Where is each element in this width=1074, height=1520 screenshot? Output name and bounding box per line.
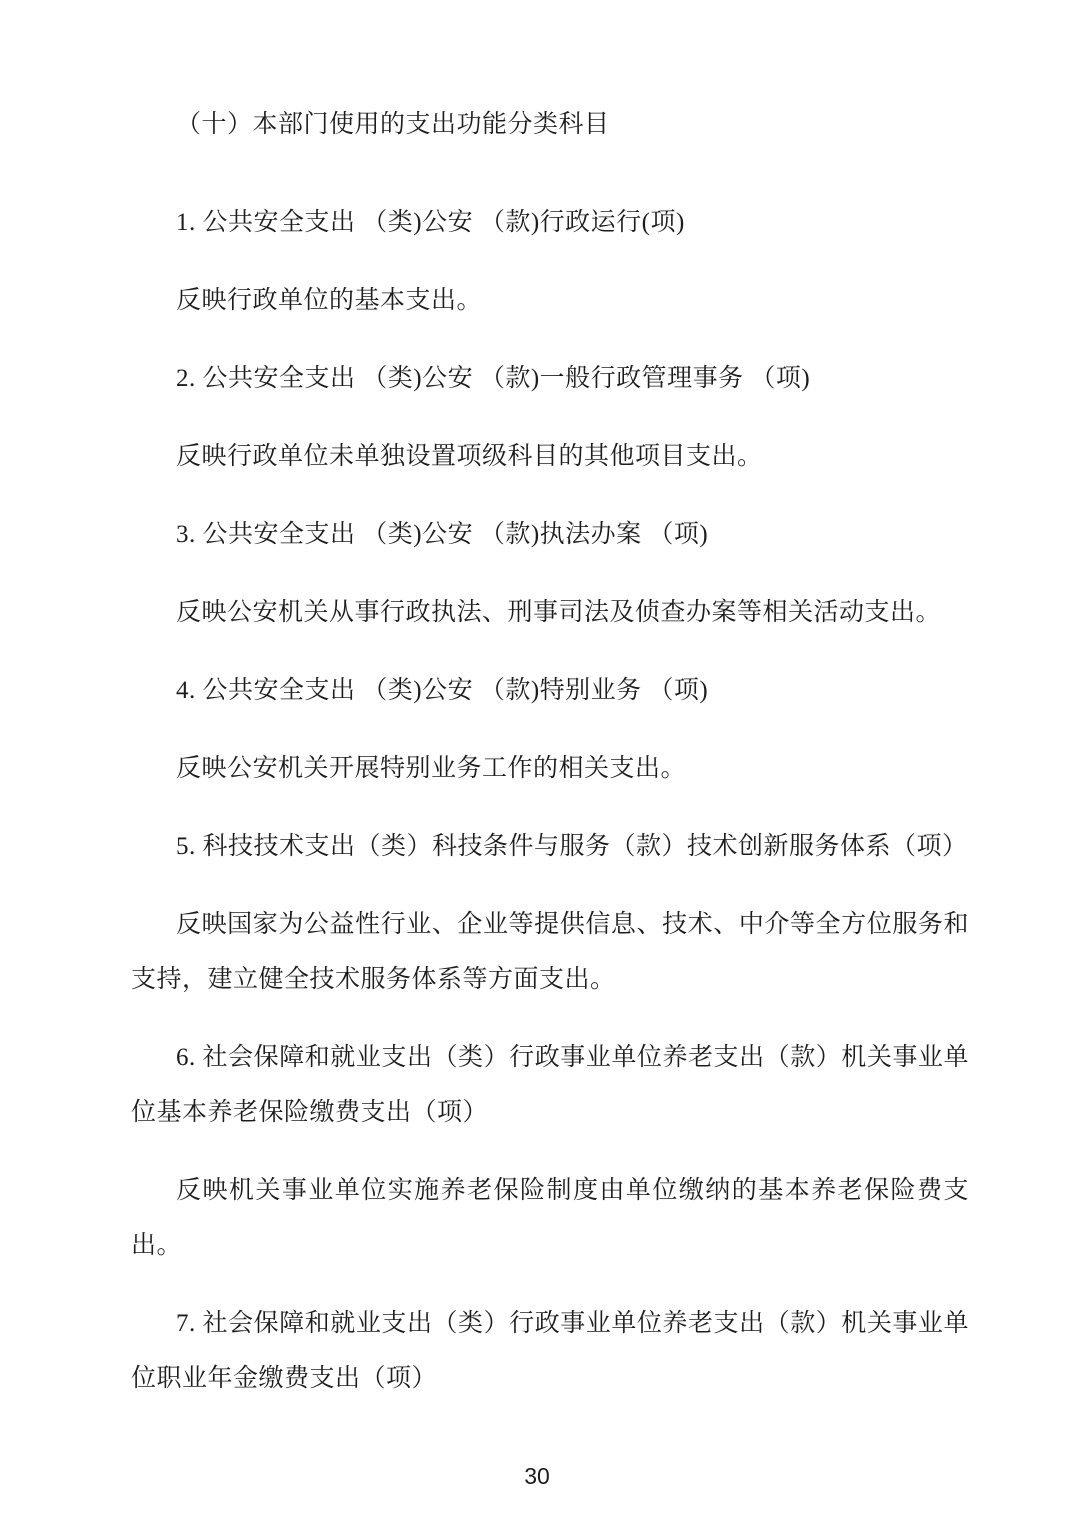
item-5-desc: 反映国家为公益性行业、企业等提供信息、技术、中介等全方位服务和支持，建立健全技术服务体系等方面支出。 <box>131 911 969 993</box>
item-4-label: 4. 公共安全支出 （类)公安 （款)特别业务 （项) <box>176 677 709 704</box>
item-4-desc: 反映公安机关开展特别业务工作的相关支出。 <box>176 755 687 782</box>
item-2-label: 2. 公共安全支出 （类)公安 （款)一般行政管理事务 （项) <box>176 365 811 392</box>
item-7-label: 7. 社会保障和就业支出（类）行政事业单位养老支出（款）机关事业单位职业年金缴费支出（项） <box>131 1310 969 1392</box>
item-6-label: 6. 社会保障和就业支出（类）行政事业单位养老支出（款）机关事业单位基本养老保险缴费支出（项） <box>131 1044 969 1126</box>
item-1-label: 1. 公共安全支出 （类)公安 （款)行政运行(项) <box>176 209 685 236</box>
item-3-desc: 反映公安机关从事行政执法、刑事司法及侦查办案等相关活动支出。 <box>176 599 942 626</box>
item-2-desc: 反映行政单位未单独设置项级科目的其他项目支出。 <box>176 443 763 470</box>
item-5-label: 5. 科技技术支出（类）科技条件与服务（款）技术创新服务体系（项） <box>176 833 968 860</box>
section-heading: （十）本部门使用的支出功能分类科目 <box>176 111 610 138</box>
page-number: 30 <box>524 1463 550 1489</box>
item-6-desc: 反映机关事业单位实施养老保险制度由单位缴纳的基本养老保险费支出。 <box>131 1177 969 1259</box>
item-1-desc: 反映行政单位的基本支出。 <box>176 287 483 314</box>
item-3-label: 3. 公共安全支出 （类)公安 （款)执法办案 （项) <box>176 521 709 548</box>
